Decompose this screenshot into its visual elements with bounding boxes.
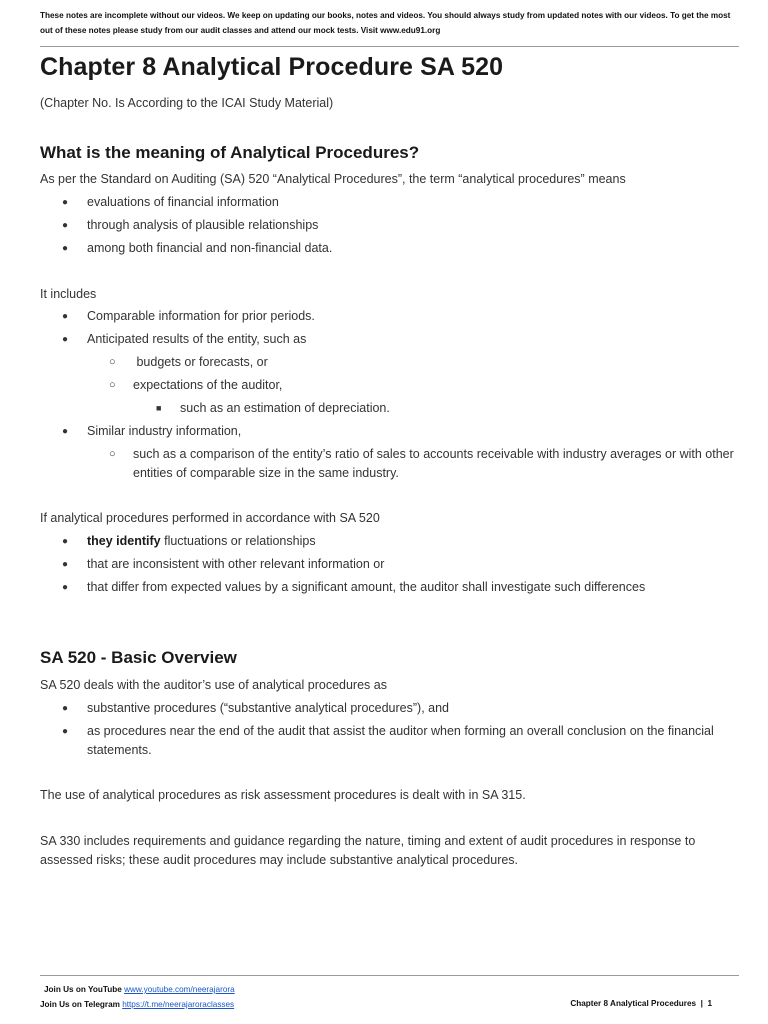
footer-page-label: Chapter 8 Analytical Procedures | 1 [570, 999, 712, 1008]
footer-youtube [44, 985, 235, 994]
bullet-disc-icon: ● [62, 536, 69, 547]
paragraph-sa315: The use of analytical procedures as risk assessment procedures is dealt with in SA 315. [40, 788, 526, 802]
bullet-disc-icon: ● [62, 582, 69, 593]
bullet-square-icon: ■ [156, 403, 162, 413]
page-subtitle: (Chapter No. Is According to the ICAI Study Material) [40, 96, 334, 110]
footer-divider [40, 975, 739, 976]
telegram-label: Join Us on Telegram [40, 1000, 120, 1009]
overview-intro: SA 520 deals with the auditor’s use of analytical procedures as [40, 678, 387, 692]
includes-label: It includes [40, 287, 97, 301]
youtube-link[interactable]: www.youtube.com/neerajarora [124, 985, 235, 994]
document-page: These notes are incomplete without our videos. We keep on updating our books, notes and videos. You should always study from updated notes with our videos. To get the most out of these notes please study from our audit classes and attend our mock tests. Visit www.edu91.org Chapter 8 Analytical Procedure SA 520 (Chapter No. Is According to the ICAI Study Material) What is the meaning of Analytical Procedures? As per the Standard on Auditing (SA) 520 “Analytical Procedures”, the term “analytical procedures” means ● evaluations of financial information ● through analysis of plausible relationships ● among both financial and non-financial data. It includes ● Comparable information for prior periods. ● Anticipated results of the entity, such as ○ budgets or forecasts, or ○ expectations of the auditor, ■ such as an estimation of depreciation. ● Similar industry information, ○ such as a comparison of the entity’s ratio of sales to accounts receivable with industry averages or with other entities of comparable size in the same industry. If analytical procedures performed in accordance with SA 520 ● they identify fluctuations or relationships ● that are inconsistent with other relevant information or ● that differ from expected values by a significant amount, the auditor shall investigate such differences SA 520 - Basic Overview SA 520 deals with the auditor’s use of analytical procedures as ● substantive procedures (“substantive analytical procedures”), and ● as procedures near the end of the audit that assist the auditor when forming an overall conclusion on the financial statements. The use of analytical procedures as risk assessment procedures is dealt with in SA 315. SA 330 includes requirements and guidance regarding the nature, timing and extent of audit procedures in response to assessed risks; these audit procedures may include substantive analytical procedures. Join Us on YouTube www.youtube.com/neerajarora Join Us on Telegram https://t.me/neerajaroraclasses Chapter 8 Analytical Procedures | 1 [0, 0, 768, 1024]
bullet-disc-icon: ● [62, 726, 69, 737]
meaning-intro: As per the Standard on Auditing (SA) 520 “Analytical Procedures”, the term “analytical procedures” means [40, 172, 626, 186]
bullet-disc-icon: ● [62, 334, 69, 345]
header-divider [40, 46, 739, 47]
paragraph-sa330: SA 330 includes requirements and guidance regarding the nature, timing and extent of audit procedures in response to assessed risks; these audit procedures may include substantive analytical procedures. [40, 834, 696, 867]
header-note: These notes are incomplete without our videos. We keep on updating our books, notes and videos. You should always study from updated notes with our videos. To get the most out of these notes please study from our audit classes and attend our mock tests. Visit www.edu91.org [40, 11, 731, 35]
bullet-circle-icon: ○ [109, 448, 116, 460]
bullet-disc-icon: ● [62, 426, 69, 437]
bullet-disc-icon: ● [62, 703, 69, 714]
bold-phrase: they identify [87, 534, 161, 548]
bullet-disc-icon: ● [62, 311, 69, 322]
section-heading-meaning: What is the meaning of Analytical Procedures? [40, 143, 420, 162]
telegram-link[interactable]: https://t.me/neerajaroraclasses [122, 1000, 235, 1009]
bullet-circle-icon: ○ [109, 379, 116, 391]
bullet-disc-icon: ● [62, 220, 69, 231]
if-label: If analytical procedures performed in accordance with SA 520 [40, 511, 380, 525]
bullet-disc-icon: ● [62, 197, 69, 208]
bullet-circle-icon: ○ [109, 356, 116, 368]
bullet-disc-icon: ● [62, 243, 69, 254]
page-title: Chapter 8 Analytical Procedure SA 520 [40, 53, 504, 81]
bullet-disc-icon: ● [62, 559, 69, 570]
youtube-label: Join Us on YouTube [44, 985, 122, 994]
footer-telegram [40, 1000, 234, 1009]
section-heading-overview: SA 520 - Basic Overview [40, 648, 237, 667]
